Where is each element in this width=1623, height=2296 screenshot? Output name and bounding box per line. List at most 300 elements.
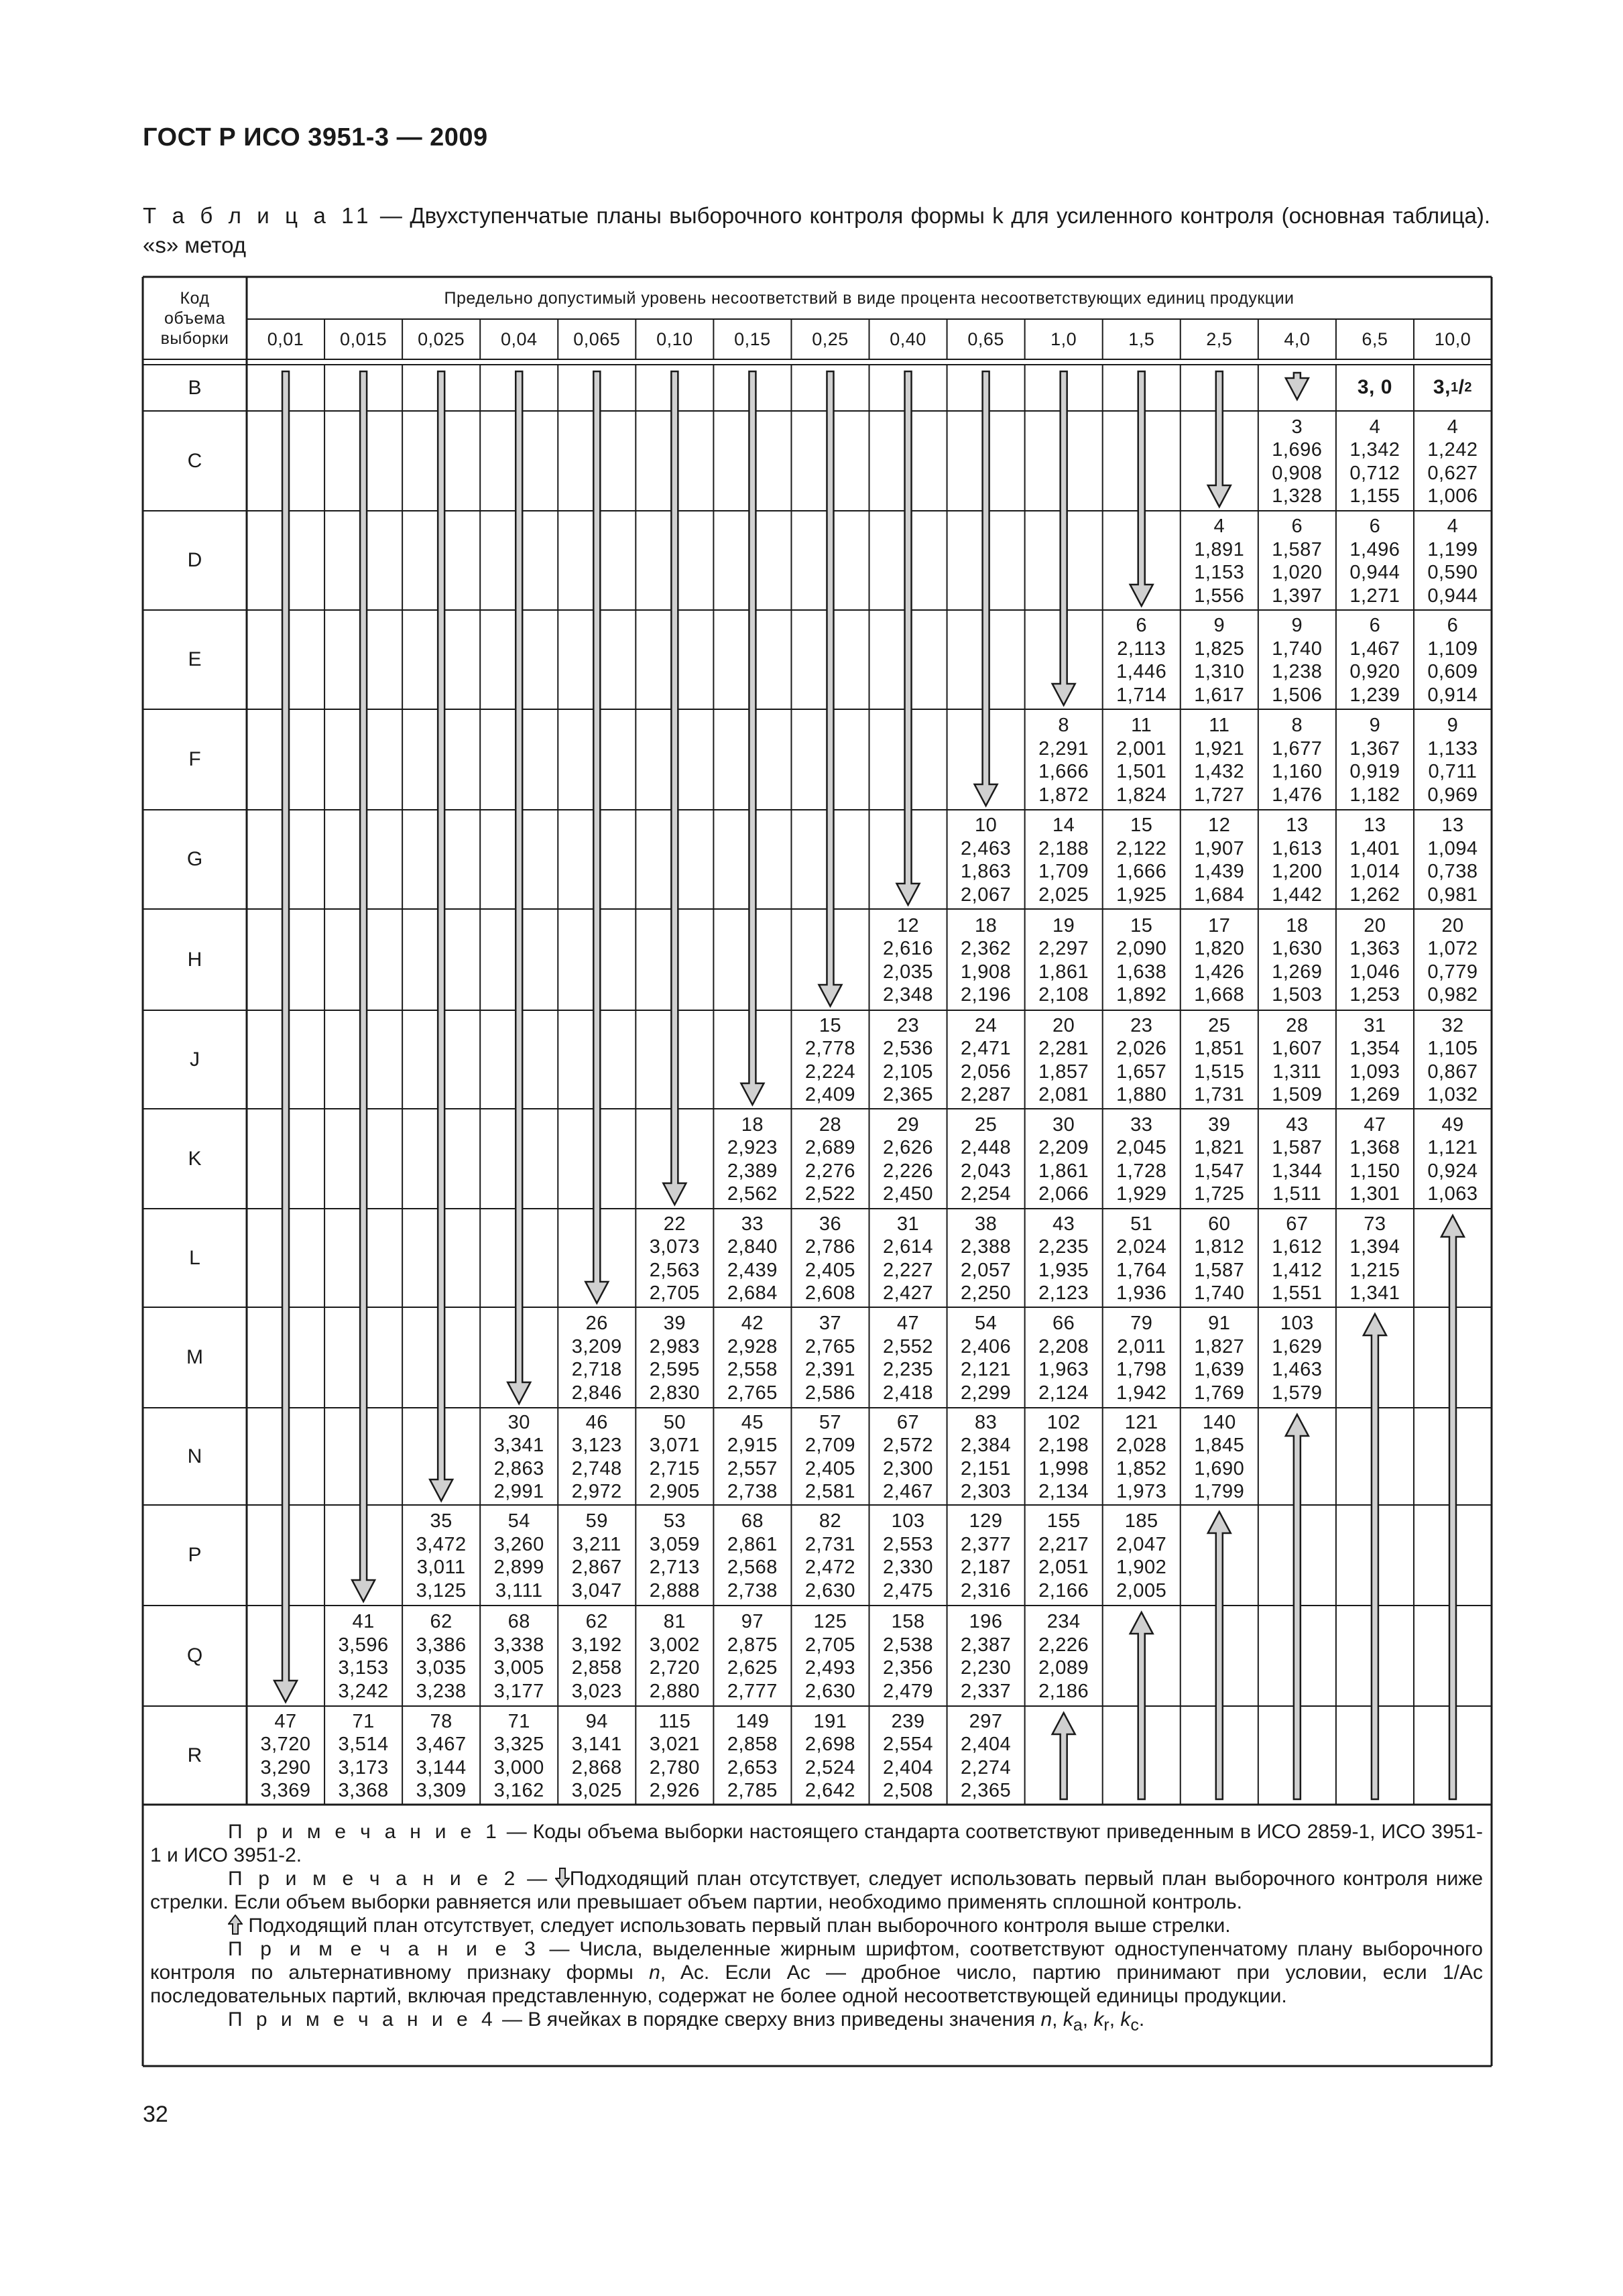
plan-value: 2,330 (882, 1557, 934, 1578)
plan-value: 2,235 (882, 1359, 934, 1380)
plan-value: 71 (352, 1710, 375, 1732)
plan-value: 2,198 (1038, 1435, 1089, 1456)
plan-value: 2,028 (1116, 1435, 1167, 1456)
plan-value: 2,718 (571, 1359, 622, 1380)
plan-value: 2,300 (882, 1457, 934, 1479)
plan-value: 78 (430, 1710, 453, 1732)
row-code-c: C (187, 449, 202, 472)
plan-value: 1,344 (1272, 1160, 1323, 1182)
plan-cell (713, 1110, 791, 1209)
plan-cell (1025, 811, 1103, 909)
plan-value: 1,476 (1272, 784, 1323, 806)
plan-value: 1,690 (1194, 1457, 1245, 1479)
plan-value: 25 (974, 1113, 998, 1136)
plan-value: 185 (1124, 1510, 1158, 1532)
row-code-r: R (187, 1744, 202, 1766)
plan-value: 2,568 (727, 1557, 778, 1578)
plan-value: 2,391 (804, 1359, 855, 1380)
plan-cell (1414, 1012, 1492, 1109)
plan-cell (247, 1707, 324, 1805)
plan-value: 1,367 (1349, 737, 1400, 760)
plan-value: 31 (1364, 1014, 1386, 1036)
plan-cell (1414, 811, 1492, 909)
plan-value: 2,467 (882, 1481, 934, 1502)
plan-value: 2,731 (804, 1533, 855, 1555)
plan-value: 2,316 (961, 1579, 1012, 1602)
plan-value: 4 (1369, 416, 1381, 438)
plan-cell (1025, 1210, 1103, 1307)
plan-value: 20 (1441, 914, 1464, 936)
plan-value: 0,609 (1427, 661, 1478, 682)
plan-value: 1,851 (1194, 1038, 1245, 1059)
plan-value: 1,857 (1038, 1061, 1089, 1083)
plan-value: 42 (741, 1313, 764, 1334)
plan-value: 49 (1441, 1113, 1464, 1136)
plan-value: 2,875 (727, 1634, 778, 1656)
plan-value: 2,186 (1038, 1680, 1089, 1702)
plan-cell (1181, 1110, 1258, 1209)
plan-cell (869, 1607, 947, 1706)
plan-value: 3,242 (338, 1680, 389, 1702)
plan-value: 2,840 (727, 1236, 778, 1258)
plan-value: 1,820 (1194, 938, 1245, 959)
plan-value: 2,291 (1038, 737, 1089, 760)
plan-cell (947, 1707, 1025, 1805)
plan-value: 2,780 (649, 1756, 700, 1778)
plan-cell (1336, 611, 1414, 709)
plan-value: 1,963 (1038, 1359, 1089, 1380)
plan-cell (1258, 711, 1336, 810)
plan-value: 2,475 (882, 1579, 934, 1602)
plan-cell (1414, 412, 1492, 511)
plan-cell (402, 1707, 480, 1805)
plan-value: 3,035 (416, 1657, 467, 1679)
plan-value: 155 (1046, 1510, 1081, 1532)
plan-value: 1,861 (1038, 1160, 1089, 1182)
plan-value: 0,924 (1427, 1160, 1478, 1182)
plan-value: 2,121 (961, 1359, 1012, 1380)
plan-value: 2,166 (1038, 1579, 1089, 1602)
plan-value: 1,587 (1272, 538, 1323, 560)
plan-value: 0,908 (1272, 462, 1323, 484)
plan-value: 12 (896, 914, 920, 936)
plan-cell (480, 1707, 558, 1805)
plan-value: 2,227 (882, 1259, 934, 1281)
plan-value: 31 (896, 1213, 920, 1235)
plan-value: 91 (1208, 1313, 1231, 1334)
plan-value: 1,269 (1272, 961, 1323, 983)
plan-cell (1025, 1309, 1103, 1408)
plan-value: 30 (1053, 1113, 1075, 1136)
plan-cell (636, 1607, 713, 1706)
plan-value: 1,467 (1349, 638, 1400, 660)
plan-value: 1,696 (1272, 439, 1323, 461)
plan-value: 297 (969, 1710, 1003, 1732)
plan-value: 71 (507, 1710, 530, 1732)
plan-value: 1,668 (1194, 984, 1245, 1006)
plan-value: 3,111 (495, 1579, 543, 1602)
plan-value: 2,713 (649, 1557, 700, 1578)
plan-value: 1,105 (1427, 1038, 1478, 1059)
aql-level-header: 4,0 (1284, 329, 1311, 349)
plan-value: 2,572 (882, 1435, 934, 1456)
plan-cell (713, 1506, 791, 1606)
plan-value: 2,056 (961, 1061, 1012, 1083)
plan-value: 3,125 (416, 1579, 467, 1602)
plan-value: 3,047 (571, 1579, 622, 1602)
plan-value: 2,524 (804, 1756, 855, 1778)
plan-value: 1,740 (1194, 1282, 1245, 1304)
plan-value: 2,991 (493, 1481, 544, 1502)
plan-value: 2,389 (727, 1160, 778, 1182)
plan-value: 1,587 (1272, 1137, 1323, 1158)
plan-cell (1258, 1210, 1336, 1307)
plan-value: 1,342 (1349, 439, 1400, 461)
arrow-down-icon (1053, 371, 1075, 705)
plan-value: 2,899 (493, 1557, 544, 1578)
plan-cell (1336, 910, 1414, 1010)
plan-value: 1,714 (1116, 684, 1167, 706)
plan-value: 2,035 (882, 961, 934, 983)
plan-value: 2,187 (961, 1557, 1012, 1578)
plan-value: 1,032 (1427, 1084, 1478, 1105)
plan-value: 149 (735, 1710, 770, 1732)
plan-value: 2,846 (571, 1382, 622, 1404)
plan-cell (1103, 1309, 1181, 1408)
plan-cell (636, 1707, 713, 1805)
plan-cell (713, 1409, 791, 1505)
single-plan-cell: 3, 0 (1357, 376, 1392, 399)
plan-value: 4 (1213, 516, 1225, 537)
plan-value: 2,105 (882, 1061, 934, 1083)
plan-value: 1,613 (1272, 837, 1323, 859)
plan-value: 1,401 (1349, 837, 1400, 859)
plan-value: 1,551 (1272, 1282, 1323, 1304)
plan-value: 2,406 (961, 1335, 1012, 1357)
arrow-up-icon (1286, 1414, 1309, 1799)
code-header-line: выборки (160, 328, 229, 348)
aql-level-header: 0,04 (500, 329, 538, 349)
plan-value: 1,824 (1116, 784, 1167, 806)
arrow-up-icon (1208, 1512, 1231, 1799)
plan-value: 2,081 (1038, 1084, 1089, 1105)
plan-cell (1258, 811, 1336, 909)
plan-cell (480, 1607, 558, 1706)
plan-value: 0,627 (1427, 462, 1478, 484)
plan-value: 2,786 (804, 1236, 855, 1258)
plan-value: 1,121 (1427, 1137, 1478, 1158)
plan-value: 1,253 (1349, 984, 1400, 1006)
plan-value: 1,666 (1116, 861, 1167, 882)
row-code-k: K (188, 1147, 202, 1170)
note-2-up: Подходящий план отсутствует, следует использовать первый план выборочного контроля выше стрелки. (150, 1914, 1483, 1937)
plan-value: 67 (1286, 1213, 1309, 1235)
plan-value: 20 (1364, 914, 1386, 936)
plan-cell (1025, 1409, 1103, 1505)
plan-value: 1,799 (1194, 1481, 1245, 1502)
plan-value: 20 (1053, 1014, 1075, 1036)
plan-value: 1,812 (1194, 1236, 1245, 1258)
plan-value: 43 (1286, 1113, 1309, 1136)
plan-cell (1336, 512, 1414, 610)
plan-value: 2,281 (1038, 1038, 1089, 1059)
plan-cell (791, 1506, 869, 1606)
aql-level-header: 1,5 (1128, 329, 1155, 349)
plan-value: 2,151 (961, 1457, 1012, 1479)
plan-value: 23 (1130, 1014, 1153, 1036)
plan-value: 2,738 (727, 1481, 778, 1502)
aql-level-header: 1,0 (1050, 329, 1077, 349)
plan-value: 2,226 (1038, 1634, 1089, 1656)
plan-value: 1,093 (1349, 1061, 1400, 1083)
plan-cell (1025, 711, 1103, 810)
plan-value: 82 (819, 1510, 842, 1532)
plan-cell (947, 1012, 1025, 1109)
plan-cell (636, 1210, 713, 1307)
arrow-down-icon (555, 1868, 570, 1888)
aql-level-header: 2,5 (1206, 329, 1233, 349)
plan-value: 2,558 (727, 1359, 778, 1380)
plan-value: 2,861 (727, 1533, 778, 1555)
plan-value: 1,629 (1272, 1335, 1323, 1357)
plan-value: 3,011 (416, 1557, 466, 1578)
plan-value: 3,369 (260, 1780, 311, 1801)
plan-value: 2,983 (649, 1335, 700, 1357)
table-notes (150, 1820, 1483, 2037)
plan-value: 8 (1291, 715, 1303, 736)
plan-value: 2,045 (1116, 1137, 1167, 1158)
plan-value: 3,021 (649, 1734, 700, 1755)
plan-value: 1,442 (1272, 884, 1323, 906)
plan-cell (324, 1607, 402, 1706)
arrow-down-icon (352, 371, 375, 1602)
plan-value: 2,047 (1116, 1533, 1167, 1555)
plan-value: 3,153 (338, 1657, 389, 1679)
plan-value: 2,926 (649, 1780, 700, 1801)
plan-cell (1336, 1210, 1414, 1307)
plan-cell (947, 811, 1025, 909)
plan-value: 1,094 (1427, 837, 1478, 859)
plan-value: 3,341 (493, 1435, 544, 1456)
caption-label: Т а б л и ц а 11 (143, 203, 373, 228)
plan-value: 12 (1208, 814, 1231, 836)
plan-value: 2,089 (1038, 1657, 1089, 1679)
plan-value: 2,287 (961, 1084, 1012, 1105)
plan-value: 2,217 (1038, 1533, 1089, 1555)
plan-value: 2,124 (1038, 1382, 1089, 1404)
plan-cell (1336, 811, 1414, 909)
plan-value: 1,515 (1194, 1061, 1245, 1083)
plan-value: 1,262 (1349, 884, 1400, 906)
plan-value: 3,386 (416, 1634, 467, 1656)
plan-value: 2,928 (727, 1335, 778, 1357)
plan-value: 121 (1124, 1411, 1158, 1433)
plan-cell (791, 1409, 869, 1505)
plan-cell (713, 1707, 791, 1805)
aql-level-header: 0,015 (340, 329, 387, 349)
plan-value: 46 (585, 1411, 608, 1433)
plan-cell (1103, 1012, 1181, 1109)
plan-value: 68 (507, 1611, 530, 1632)
plan-value: 2,698 (804, 1734, 855, 1755)
plan-cell (869, 1210, 947, 1307)
plan-value: 1,239 (1349, 684, 1400, 706)
plan-value: 1,769 (1194, 1382, 1245, 1404)
plan-value: 0,738 (1427, 861, 1478, 882)
plan-value: 62 (585, 1611, 608, 1632)
plan-cell (869, 1409, 947, 1505)
plan-value: 6 (1447, 615, 1459, 636)
plan-value: 2,448 (961, 1137, 1012, 1158)
plan-value: 2,123 (1038, 1282, 1089, 1304)
plan-value: 1,046 (1349, 961, 1400, 983)
plan-value: 2,562 (727, 1183, 778, 1205)
plan-value: 2,595 (649, 1359, 700, 1380)
plan-value: 3,023 (571, 1680, 622, 1702)
plan-value: 6 (1369, 516, 1381, 537)
row-code-q: Q (186, 1644, 203, 1667)
plan-value: 41 (352, 1611, 375, 1632)
plan-value: 3,073 (649, 1236, 700, 1258)
plan-value: 1,496 (1349, 538, 1400, 560)
plan-cell (1181, 811, 1258, 909)
plan-value: 2,765 (727, 1382, 778, 1404)
plan-value: 2,508 (882, 1780, 934, 1801)
plan-value: 54 (974, 1313, 998, 1334)
plan-value: 191 (813, 1710, 847, 1732)
plan-value: 2,122 (1116, 837, 1167, 859)
code-header-line: Код (180, 288, 210, 308)
plan-value: 2,868 (571, 1756, 622, 1778)
row-code-g: G (186, 848, 203, 870)
plan-value: 51 (1130, 1213, 1153, 1235)
plan-value: 47 (1364, 1113, 1386, 1136)
plan-value: 2,863 (493, 1457, 544, 1479)
plan-value: 1,638 (1116, 961, 1167, 983)
plan-value: 1,827 (1194, 1335, 1245, 1357)
document-header: ГОСТ Р ИСО 3951-3 — 2009 (143, 123, 488, 152)
plan-value: 2,405 (804, 1457, 855, 1479)
single-plan-cell: 3, 1 / 2 (1433, 376, 1473, 399)
plan-value: 83 (974, 1411, 998, 1433)
plan-value: 1,368 (1349, 1137, 1400, 1158)
plan-value: 2,026 (1116, 1038, 1167, 1059)
plan-cell (558, 1409, 636, 1505)
aql-level-header: 0,65 (967, 329, 1004, 349)
plan-value: 39 (1208, 1113, 1231, 1136)
plan-value: 3,211 (572, 1533, 621, 1555)
plan-value: 2,208 (1038, 1335, 1089, 1357)
plan-value: 2,066 (1038, 1183, 1089, 1205)
plan-cell (947, 910, 1025, 1010)
aql-level-header: 0,25 (812, 329, 849, 349)
plan-value: 3,144 (416, 1756, 467, 1778)
plan-value: 3,025 (571, 1780, 622, 1801)
plan-value: 23 (896, 1014, 920, 1036)
plan-value: 103 (1280, 1313, 1314, 1334)
aql-level-header: 0,025 (418, 329, 465, 349)
plan-value: 1,902 (1116, 1557, 1167, 1578)
plan-value: 2,830 (649, 1382, 700, 1404)
arrow-up-icon (228, 1915, 243, 1935)
plan-value: 2,299 (961, 1382, 1012, 1404)
plan-cell (1103, 811, 1181, 909)
plan-value: 1,798 (1116, 1359, 1167, 1380)
plan-value: 0,711 (1428, 761, 1478, 782)
bold-prefix: 3, (1433, 376, 1451, 399)
plan-value: 2,642 (804, 1780, 855, 1801)
plan-value: 115 (658, 1710, 691, 1732)
plan-value: 1,432 (1194, 761, 1245, 782)
plan-cell (947, 1409, 1025, 1505)
plan-value: 2,356 (882, 1657, 934, 1679)
plan-value: 2,625 (727, 1657, 778, 1679)
plan-value: 2,024 (1116, 1236, 1167, 1258)
plan-value: 4 (1447, 416, 1459, 438)
plan-value: 1,242 (1427, 439, 1478, 461)
plan-value: 1,630 (1272, 938, 1323, 959)
plan-value: 1,929 (1116, 1183, 1167, 1205)
plan-value: 1,728 (1116, 1160, 1167, 1182)
plan-value: 1,727 (1194, 784, 1245, 806)
plan-value: 2,196 (961, 984, 1012, 1006)
plan-value: 2,427 (882, 1282, 934, 1304)
plan-value: 2,608 (804, 1282, 855, 1304)
plan-value: 2,472 (804, 1557, 855, 1578)
plan-value: 1,269 (1349, 1084, 1400, 1105)
plan-value: 2,297 (1038, 938, 1089, 959)
plan-value: 2,025 (1038, 884, 1089, 906)
plan-value: 1,607 (1272, 1038, 1323, 1059)
plan-value: 30 (507, 1411, 530, 1433)
plan-cell (402, 1607, 480, 1706)
plan-value: 2,365 (961, 1780, 1012, 1801)
plan-cell (1103, 1210, 1181, 1307)
plan-value: 2,090 (1116, 938, 1167, 959)
plan-value: 35 (430, 1510, 453, 1532)
plan-cell (1336, 1012, 1414, 1109)
plan-value: 140 (1202, 1411, 1236, 1433)
plan-cell (558, 1309, 636, 1408)
note-1: П р и м е ч а н и е 1 — Коды объема выборки настоящего стандарта соответствуют приведенным в ИСО 2859-1, ИСО 3951-1 и ИСО 3951-2. (150, 1821, 1483, 1866)
arrow-down-icon (1208, 371, 1231, 507)
plan-value: 1,821 (1194, 1137, 1245, 1158)
plan-value: 1,872 (1038, 784, 1089, 806)
plan-value: 79 (1130, 1313, 1153, 1334)
plan-value: 1,891 (1194, 538, 1245, 560)
plan-value: 2,581 (804, 1481, 855, 1502)
plan-value: 0,919 (1349, 761, 1400, 782)
aql-level-header: 0,10 (656, 329, 693, 349)
plan-value: 62 (430, 1611, 453, 1632)
plan-cell (558, 1506, 636, 1606)
plan-value: 1,063 (1427, 1183, 1478, 1205)
plan-value: 25 (1208, 1014, 1231, 1036)
plan-cell (1258, 1110, 1336, 1209)
plan-cell (1103, 910, 1181, 1010)
aql-level-header: 0,01 (267, 329, 304, 349)
plan-value: 6 (1369, 615, 1381, 636)
plan-cell (1181, 910, 1258, 1010)
plan-value: 103 (891, 1510, 925, 1532)
plan-value: 13 (1441, 814, 1464, 836)
plan-value: 0,944 (1349, 562, 1400, 583)
plan-value: 2,303 (961, 1481, 1012, 1502)
plan-value: 1,861 (1038, 961, 1089, 983)
plan-value: 2,224 (804, 1061, 855, 1083)
arrow-down-icon (274, 371, 297, 1702)
plan-value: 1,547 (1194, 1160, 1245, 1182)
